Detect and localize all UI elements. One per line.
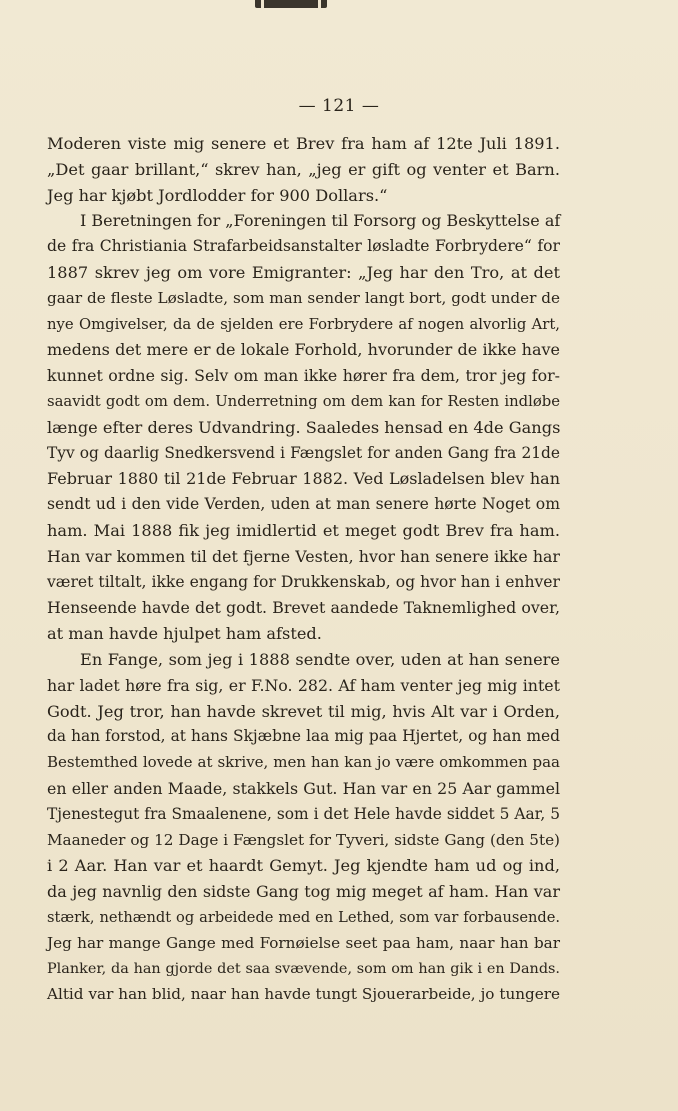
text-line: Han var kommen til det fjerne Vesten, hvor han senere ikke har <box>47 546 560 566</box>
text-line: de fra Christiania Strafarbeidsanstalter løsladte Forbrydere“ for <box>47 237 560 256</box>
text-line: da han forstod, at hans Skjæbne laa mig paa Hjertet, og han med <box>47 727 560 746</box>
text-line: Planker, da han gjorde det saa svævende, som om han gik i en Dands. <box>47 960 560 977</box>
text-line: Henseende havde det godt. Brevet aandede Taknemlighed over, <box>47 598 560 618</box>
text-line: kunnet ordne sig. Selv om man ikke hører fra dem, tror jeg for- <box>47 366 560 386</box>
text-line: været tiltalt, ikke engang for Drukkenskab, og hvor han i enhver <box>47 572 560 591</box>
text-line: saavidt godt om dem. Underretning om dem kan for Resten indløbe <box>47 392 560 410</box>
text-line: Jeg har kjøbt Jordlodder for 900 Dollars.“ <box>47 185 388 205</box>
text-line: Jeg har mange Gange med Fornøielse seet paa ham, naar han bar <box>47 933 560 952</box>
text-line: En Fange, som jeg i 1888 sendte over, uden at han senere <box>80 649 560 669</box>
binding-mark <box>255 0 327 8</box>
text-line: nye Omgivelser, da de sjelden ere Forbrydere af nogen alvorlig Art, <box>47 315 560 333</box>
text-line: Bestemthed lovede at skrive, men han kan jo være omkommen paa <box>47 753 560 772</box>
text-line: i 2 Aar. Han var et haardt Gemyt. Jeg kjendte ham ud og ind, <box>47 856 560 876</box>
text-line: længe efter deres Udvandring. Saaledes hensad en 4de Gangs <box>47 417 561 437</box>
text-line: 1887 skrev jeg om vore Emigranter: „Jeg har den Tro, at det <box>47 262 560 282</box>
text-line: Februar 1880 til 21de Februar 1882. Ved Løsladelsen blev han <box>47 469 560 489</box>
text-line: har ladet høre fra sig, er F.No. 282. Af ham venter jeg mig intet <box>47 675 560 695</box>
text-line: I Beretningen for „Foreningen til Forsorg og Beskyttelse af <box>80 211 561 231</box>
text-line: Tyv og daarlig Snedkersvend i Fængslet for anden Gang fra 21de <box>47 443 560 462</box>
text-line: ham. Mai 1888 fik jeg imidlertid et meget godt Brev fra ham. <box>47 520 560 540</box>
text-line: gaar de fleste Løsladte, som man sender langt bort, godt under de <box>47 288 560 307</box>
body-text <box>47 131 560 1008</box>
page-number: — 121 — <box>298 96 380 116</box>
text-line: en eller anden Maade, stakkels Gut. Han var en 25 Aar gammel <box>47 778 560 798</box>
text-line: stærk, nethændt og arbeidede med en Lethed, som var forbausende. <box>47 908 560 926</box>
text-line: Godt. Jeg tror, han havde skrevet til mig, hvis Alt var i Orden, <box>47 701 560 721</box>
text-line: Moderen viste mig senere et Brev fra ham af 12te Juli 1891. <box>47 134 560 153</box>
text-line: Maaneder og 12 Dage i Fængslet for Tyveri, sidste Gang (den 5te) <box>47 830 560 849</box>
text-line: Altid var han blid, naar han havde tungt Sjouerarbeide, jo tungere <box>47 985 560 1004</box>
text-line: da jeg navnlig den sidste Gang tog mig meget af ham. Han var <box>47 882 560 902</box>
text-line: sendt ud i den vide Verden, uden at man senere hørte Noget om <box>47 495 560 514</box>
text-line: at man havde hjulpet ham afsted. <box>47 624 322 644</box>
text-line: „Det gaar brillant,“ skrev han, „jeg er gift og venter et Barn. <box>47 159 560 179</box>
text-line: Tjenestegut fra Smaalenene, som i det Hele havde siddet 5 Aar, 5 <box>47 804 560 823</box>
text-line: medens det mere er de lokale Forhold, hvorunder de ikke have <box>47 340 560 360</box>
